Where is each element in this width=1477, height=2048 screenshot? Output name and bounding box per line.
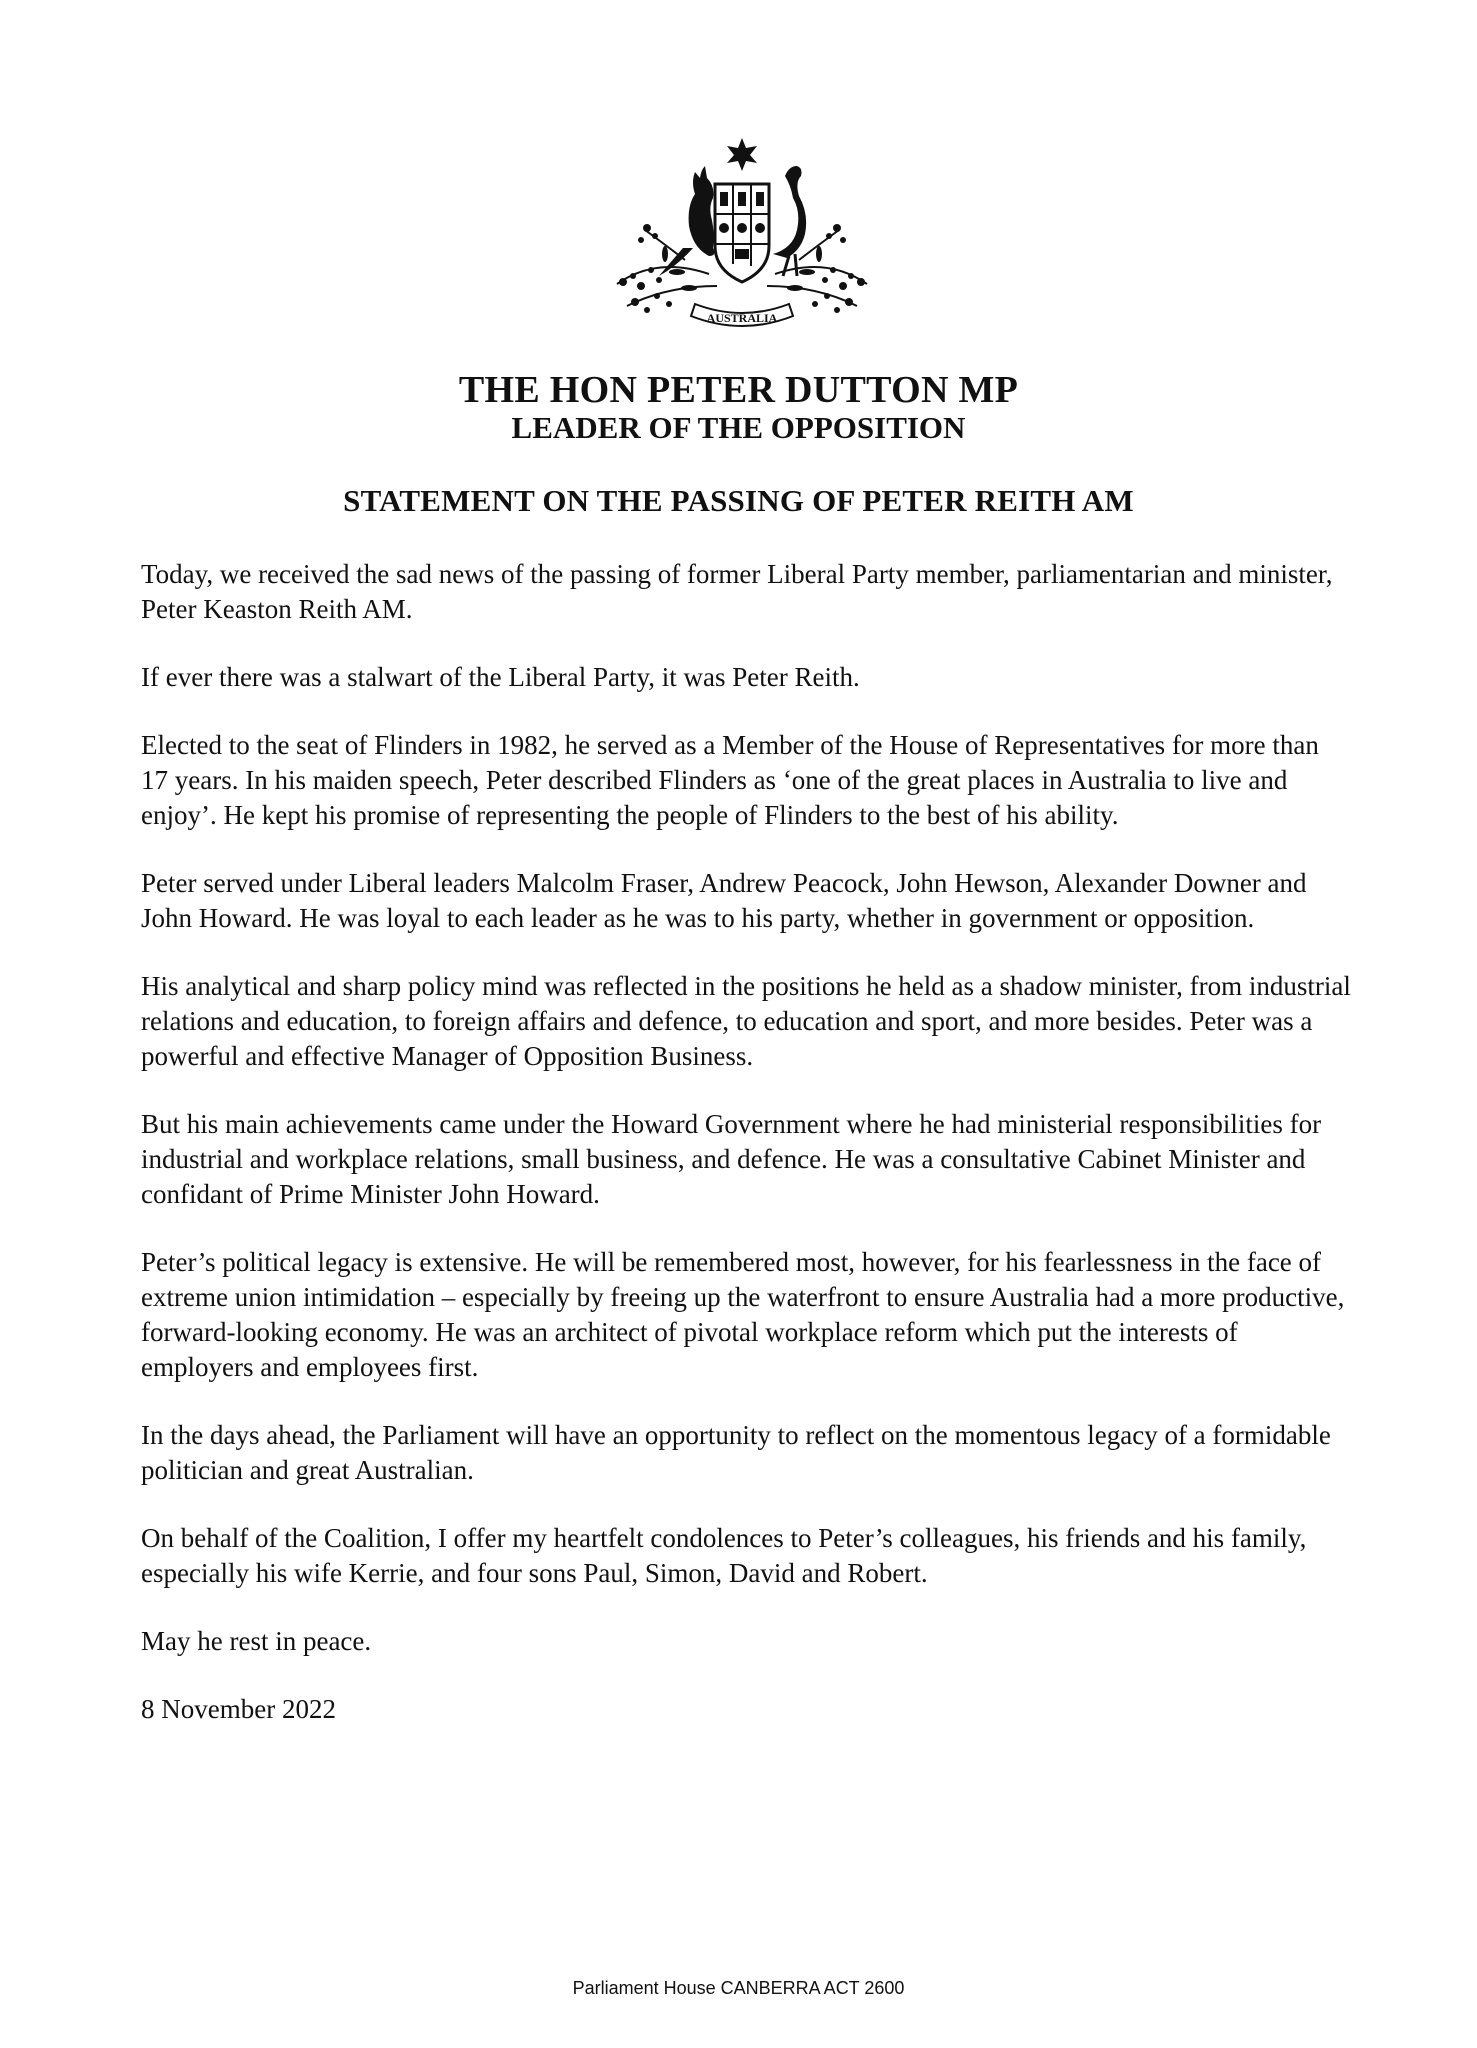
crest-motto: AUSTRALIA [706,311,778,325]
paragraph: But his main achievements came under the Howard Government where he had ministerial responsibilities for industrial and workplace relations, small business, and defence. He was a consultative Cabinet Minister and confidant of Prime Minister John Howard. [141,1109,1322,1209]
paragraph: His analytical and sharp policy mind was reflected in the positions he held as a shadow minister, from industrial relations and education, to foreign affairs and defence, to education and sport, and more besides. Peter was a powerful and effective Manager of Opposition Business. [141,971,1351,1071]
member-name: THE HON PETER DUTTON MP [458,369,1019,411]
member-role: LEADER OF THE OPPOSITION [511,410,966,445]
paragraph: May he rest in peace. [141,1626,372,1656]
paragraph: In the days ahead, the Parliament will have an opportunity to reflect on the momentous legacy of a formidable politician and great Australian. [141,1420,1331,1485]
footer-address: Parliament House CANBERRA ACT 2600 [572,1978,905,1998]
paragraph: If ever there was a stalwart of the Liberal Party, it was Peter Reith. [141,662,860,692]
coat-of-arms-icon [597,136,887,336]
statement-title: STATEMENT ON THE PASSING OF PETER REITH AM [343,483,1134,518]
paragraph: Peter served under Liberal leaders Malcolm Fraser, Andrew Peacock, John Hewson, Alexander Downer and John Howard. He was loyal to each leader as he was to his party, whether in government or opposition. [141,868,1307,933]
paragraph: Peter’s political legacy is extensive. He will be remembered most, however, for his fearlessness in the face of extreme union intimidation – especially by freeing up the waterfront to ensure Australia had a more productive, forward-looking economy. He was an architect of pivotal workplace reform which put the interests of employers and employees first. [141,1247,1345,1382]
paragraph: On behalf of the Coalition, I offer my heartfelt condolences to Peter’s colleagues, his friends and his family, especially his wife Kerrie, and four sons Paul, Simon, David and Robert. [141,1523,1307,1588]
paragraph: Elected to the seat of Flinders in 1982, he served as a Member of the House of Representatives for more than 17 years. In his maiden speech, Peter described Flinders as ‘one of the great places in Australia to live and enjoy’. He kept his promise of representing the people of Flinders to the best of his ability. [141,730,1319,830]
statement-body [141,557,1351,1760]
paragraph: Today, we received the sad news of the passing of former Liberal Party member, parliamentarian and minister, Peter Keaston Reith AM. [141,559,1333,624]
statement-date: 8 November 2022 [141,1694,336,1724]
